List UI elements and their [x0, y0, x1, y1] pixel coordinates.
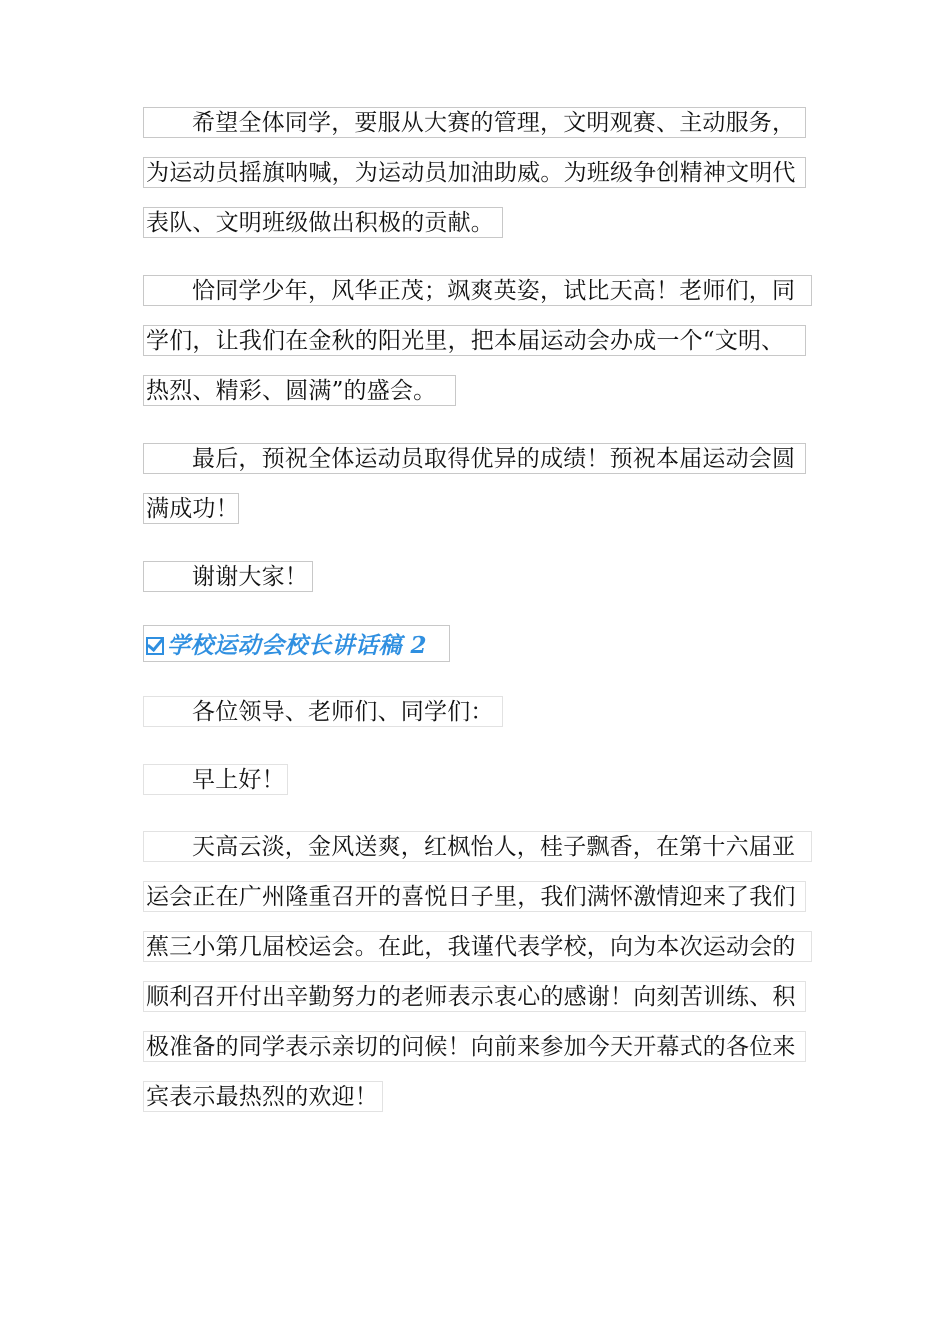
- text-line: 顺利召开付出辛勤努力的老师表示衷心的感谢！向刻苦训练、积: [143, 981, 806, 1012]
- text-line: 为运动员摇旗呐喊，为运动员加油助威。为班级争创精神文明代: [143, 157, 806, 188]
- text-line: 谢谢大家！: [143, 561, 313, 592]
- section-heading-text: 学校运动会校长讲话稿 2: [167, 632, 428, 659]
- text-line: 天高云淡，金风送爽，红枫怡人，桂子飘香，在第十六届亚: [143, 831, 812, 862]
- text-line: 极准备的同学表示亲切的问候！向前来参加今天开幕式的各位来: [143, 1031, 806, 1062]
- checkbox-checked-icon: [146, 637, 164, 655]
- text-line: 表队、文明班级做出积极的贡献。: [143, 207, 503, 238]
- text-line: 热烈、精彩、圆满”的盛会。: [143, 375, 456, 406]
- text-line: 最后，预祝全体运动员取得优异的成绩！预祝本届运动会圆: [143, 443, 806, 474]
- text-line: 恰同学少年，风华正茂；飒爽英姿，试比天高！老师们，同: [143, 275, 812, 306]
- text-line: 学们，让我们在金秋的阳光里，把本届运动会办成一个“文明、: [143, 325, 806, 356]
- text-line: 满成功！: [143, 493, 239, 524]
- text-line: 蕉三小第几届校运会。在此，我谨代表学校，向为本次运动会的: [143, 931, 812, 962]
- text-line: 希望全体同学，要服从大赛的管理，文明观赛、主动服务，: [143, 107, 806, 138]
- section-heading: [143, 625, 450, 662]
- text-line: 各位领导、老师们、同学们：: [143, 696, 503, 727]
- text-line: 运会正在广州隆重召开的喜悦日子里，我们满怀激情迎来了我们: [143, 881, 806, 912]
- text-line: 宾表示最热烈的欢迎！: [143, 1081, 383, 1112]
- text-line: 早上好！: [143, 764, 288, 795]
